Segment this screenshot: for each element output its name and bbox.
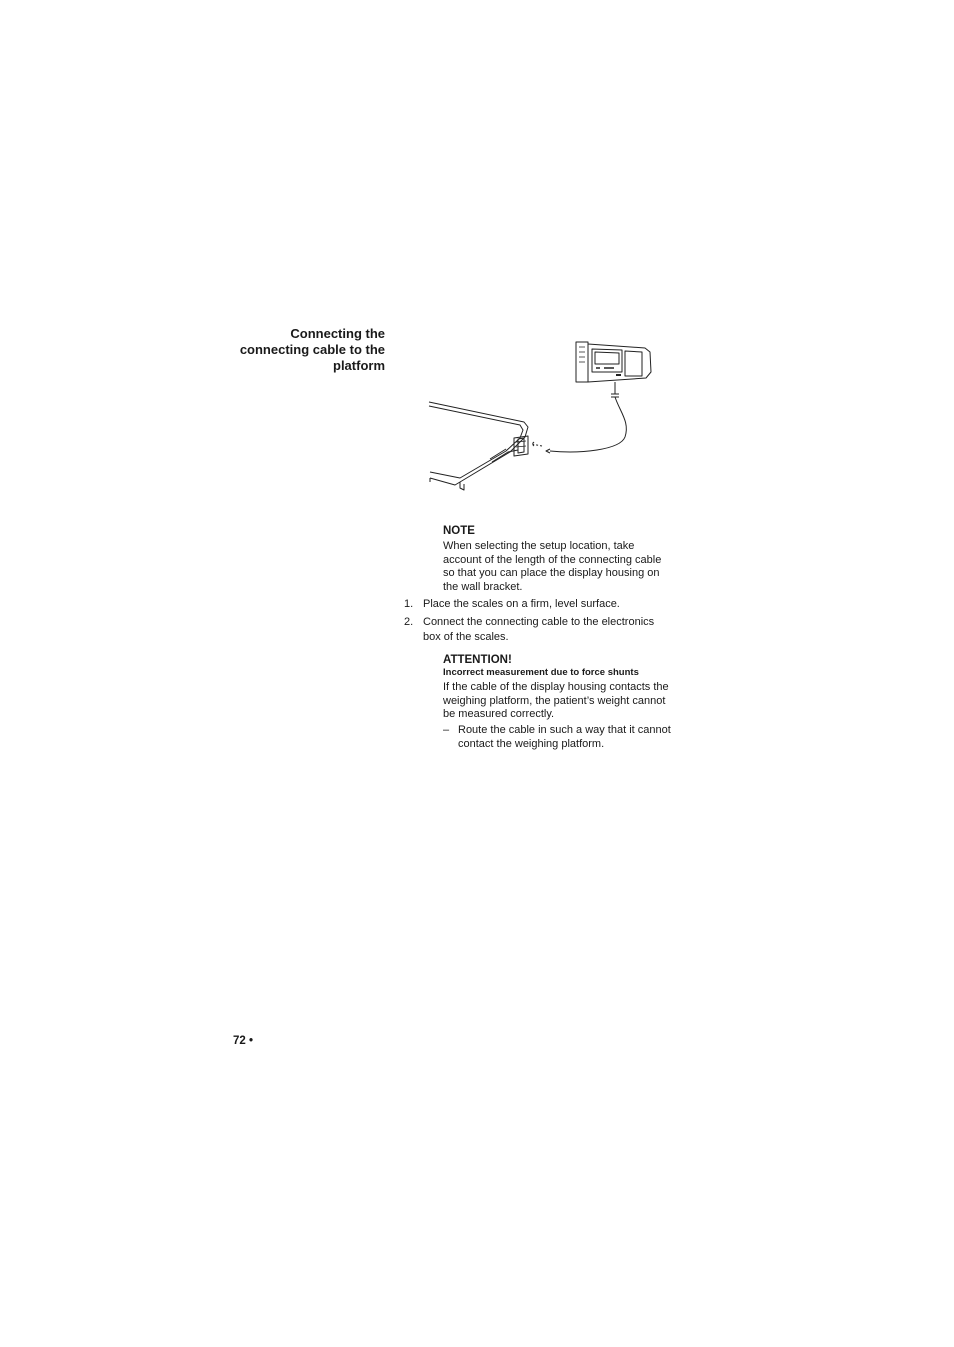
display-housing-icon xyxy=(576,342,651,382)
heading-line-1: Connecting the xyxy=(290,326,385,341)
connecting-cable-icon xyxy=(532,382,626,453)
heading-line-3: platform xyxy=(333,358,385,373)
step-number: 2. xyxy=(404,616,414,628)
attention-body xyxy=(443,681,693,722)
note-line: account of the length of the connecting cable xyxy=(443,553,662,566)
action-text: Route the cable in such a way that it cannot contact the weighing platform. xyxy=(458,724,671,750)
attention-subtitle: Incorrect measurement due to force shunts xyxy=(443,667,639,678)
note-label: NOTE xyxy=(443,525,475,537)
weighing-platform-icon xyxy=(429,402,528,490)
scale-connection-illustration xyxy=(420,332,670,502)
attention-line: weighing platform, the patient’s weight cannot xyxy=(443,694,666,707)
step-item xyxy=(404,615,654,644)
step-number: 1. xyxy=(404,598,414,610)
step-text: Place the scales on a firm, level surface. xyxy=(423,598,620,610)
heading-line-2: connecting cable to the xyxy=(239,342,385,357)
note-line: so that you can place the display housing on xyxy=(443,567,660,579)
attention-action xyxy=(443,724,703,751)
dash-marker: – xyxy=(443,724,450,736)
step-text: Connect the connecting cable to the electronics box of the scales. xyxy=(423,616,655,643)
attention-line: If the cable of the display housing contacts the xyxy=(443,681,669,693)
attention-label: ATTENTION! xyxy=(443,654,512,666)
note-line: When selecting the setup location, take xyxy=(443,540,635,552)
note-line: the wall bracket. xyxy=(443,580,523,593)
attention-line: be measured correctly. xyxy=(443,708,555,720)
page-number: 72 • xyxy=(233,1035,254,1047)
section-heading xyxy=(200,326,385,374)
step-item xyxy=(404,597,620,612)
note-body xyxy=(443,540,693,594)
